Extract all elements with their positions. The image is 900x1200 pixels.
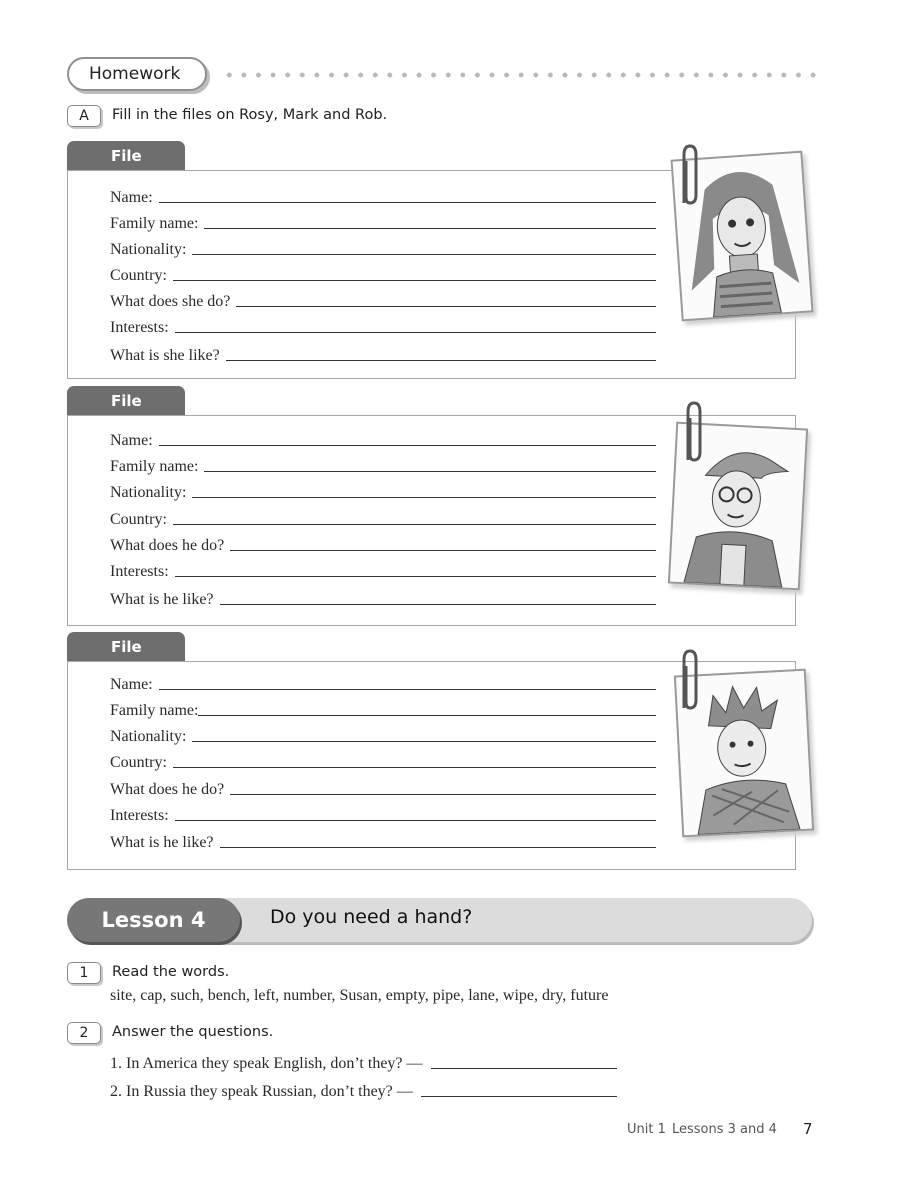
field-label: Name: <box>110 432 153 449</box>
field-label: Nationality: <box>110 241 187 258</box>
field-label: What does he do? <box>110 781 225 798</box>
file1-row-interests <box>110 315 656 337</box>
file3-row-country <box>110 750 656 772</box>
file-tab-3: File <box>67 632 185 662</box>
task-2-instruction: Answer the questions. <box>112 1024 274 1040</box>
blank-line[interactable] <box>159 689 656 690</box>
file-tab-2: File <box>67 386 185 416</box>
task-1-words: site, cap, such, bench, left, number, Susan, empty, pipe, lane, wipe, dry, future <box>110 987 609 1004</box>
question-text: 2. In Russia they speak Russian, don’t they? — <box>110 1083 413 1100</box>
file1-row-name <box>110 185 656 207</box>
blank-line[interactable] <box>204 228 656 229</box>
blank-line[interactable] <box>226 360 656 361</box>
lesson-title: Do you need a hand? <box>270 906 473 928</box>
blank-line[interactable] <box>220 847 656 848</box>
file3-row-family-name <box>110 698 656 720</box>
file3-row-job <box>110 777 656 799</box>
file3-row-nationality <box>110 724 656 746</box>
blank-line[interactable] <box>236 306 656 307</box>
file3-row-character <box>110 830 656 852</box>
file2-row-name <box>110 428 656 450</box>
paperclip-icon <box>676 648 702 716</box>
field-label: Country: <box>110 267 167 284</box>
field-label: Interests: <box>110 319 169 336</box>
file2-row-character <box>110 587 656 609</box>
blank-line[interactable] <box>192 497 656 498</box>
file1-row-country <box>110 263 656 285</box>
blank-line[interactable] <box>175 332 656 333</box>
file2-row-family-name <box>110 454 656 476</box>
field-label: What does he do? <box>110 537 225 554</box>
question-row-2 <box>110 1083 617 1101</box>
blank-line[interactable] <box>204 471 656 472</box>
field-label: What is he like? <box>110 834 214 851</box>
blank-line[interactable] <box>192 254 656 255</box>
file2-row-country <box>110 507 656 529</box>
lesson-label: Lesson 4 <box>67 898 240 942</box>
blank-line[interactable] <box>230 550 656 551</box>
field-label: What does she do? <box>110 293 231 310</box>
field-label: Family name: <box>110 702 199 719</box>
blank-line[interactable] <box>173 280 656 281</box>
blank-line[interactable] <box>175 576 656 577</box>
field-label: Country: <box>110 511 167 528</box>
blank-line[interactable] <box>198 715 656 716</box>
task-1-number: 1 <box>67 962 101 984</box>
task-a-instruction: Fill in the files on Rosy, Mark and Rob. <box>112 107 388 123</box>
file3-row-interests <box>110 803 656 825</box>
field-label: Country: <box>110 754 167 771</box>
blank-line[interactable] <box>175 820 656 821</box>
blank-line[interactable] <box>173 524 656 525</box>
question-row-1 <box>110 1055 617 1073</box>
field-label: Nationality: <box>110 484 187 501</box>
task-1-instruction: Read the words. <box>112 964 230 980</box>
answer-line[interactable] <box>431 1068 617 1069</box>
paperclip-icon <box>680 400 706 468</box>
paperclip-icon <box>676 143 702 211</box>
blank-line[interactable] <box>230 794 656 795</box>
footer-unit: Unit 1 <box>627 1122 666 1137</box>
blank-line[interactable] <box>173 767 656 768</box>
file1-row-nationality <box>110 237 656 259</box>
field-label: Interests: <box>110 563 169 580</box>
file1-row-character <box>110 343 656 365</box>
question-text: 1. In America they speak English, don’t they? — <box>110 1055 423 1072</box>
homework-heading: Homework <box>67 57 207 91</box>
field-label: Interests: <box>110 807 169 824</box>
answer-line[interactable] <box>421 1096 617 1097</box>
task-a-label: A <box>67 105 101 127</box>
field-label: Name: <box>110 189 153 206</box>
file2-row-nationality <box>110 480 656 502</box>
field-label: Nationality: <box>110 728 187 745</box>
file2-row-job <box>110 533 656 555</box>
field-label: What is she like? <box>110 347 220 364</box>
file3-row-name <box>110 672 656 694</box>
field-label: What is he like? <box>110 591 214 608</box>
field-label: Family name: <box>110 215 199 232</box>
blank-line[interactable] <box>159 202 656 203</box>
file-tab-1: File <box>67 141 185 171</box>
task-2-number: 2 <box>67 1022 101 1044</box>
file2-row-interests <box>110 559 656 581</box>
field-label: Name: <box>110 676 153 693</box>
blank-line[interactable] <box>192 741 656 742</box>
blank-line[interactable] <box>220 604 656 605</box>
file1-row-job <box>110 289 656 311</box>
dotted-divider <box>222 72 820 78</box>
blank-line[interactable] <box>159 445 656 446</box>
field-label: Family name: <box>110 458 199 475</box>
page-number: 7 <box>803 1120 813 1138</box>
file1-row-family-name <box>110 211 656 233</box>
footer-lessons: Lessons 3 and 4 <box>672 1122 777 1137</box>
